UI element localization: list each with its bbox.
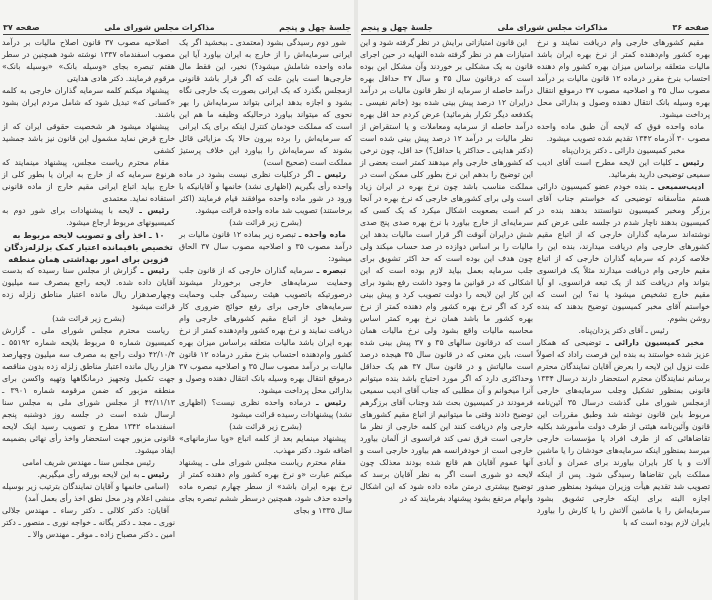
paragraph-text: این قانون امتیازاتی برایش در نظر گرفته شود و این امتیازات هم در نظر گرفته شده النهایه در حین اجرای قانون به یک مشکلی بر خوردند وآن مشکل این بوده است که درقانون سال ۳۵ و سال ۳۷ حداقل بهره درآمد حاصله از سرمایه از نظر قانون مالیات بر درآمد درایران ۱۲ درصد پیش بینی شده بود (خانم نفیسی ـ یکدفعه دیگر تکرار بفرمائید) عرض کردم حد اقل بهره درآمد حاصله از سرمایه ومعاملات و یا استقراض از نظر مالیات بر درآمد ۱۲ درصد پیش بینی شده است (دکتر هدایتی ـ حداکثر یا حداقل؟) حد اقل، چون نرخی که کشورهای خارجی وام میدهند کمتر است بعضی از این توضیح را بدهم این نرخ بطور کلی ممکن است در مملکت مناسب باشد چون نرخ بهره در ایران زیاد است ولی برای کشورهای خارجی که نرخ بهره در آنجا کم است بصعوبت اشکال میکرد که یک کسی که سرمایه‌ای از خارج بیاورد با نرخ بهره صدی پنج صدی شش درایران آنوقت اگر قرار است مالیات بدهد این مالیات را بر اساس دوازده در صد حساب میکند ولی چون هدف این بوده است که حد اکثر تشویق برای جلب سرمایه بعمل بیاید لازم بوده است که این اشکالی که در قوانین ما وجود داشت رفع بشود برای این کار این لایحه را دولت تصویب کرد و پیش بینی کرد که اگر نرخ بهره کشور وام دهنده کمتر از نرخ بهره کشور ما باشد همان نرخ بهره کمتر اساس محاسبه مالیات واقع بشود ولی نرخ مالیات همان است که درقانون سالهای ۳۵ و ۳۷ پیش بینی شده است، باین معنی که در قانون سال ۳۵ هیجده درصد است مالیاتش و در قانون سال ۳۷ هم یک حداقل وحداکثری دارد که اگر مورد احتیاج باشد بنده میتوانم آنرا میخوانم و آن مطلبی که جناب آقای ادیب سمیعی فرمودند در کمیسیون بحث شد وجناب آقای برزگرهم توضیح دادند وقتی ما میتوانیم از اتباع مقیم کشورهای خارجی وام دریافت کنند این کلمه خارجی از نظر ما خارجی است فرق نمی کند فرانسوی از آلمان بیاورد خارجی است از خودفرانسه هم بیاورد خارجی است و آنها عموم آقایان هم قانع شده بودند معذلک چون لایحه دو شوری است اگر به نظر آقایان برسد که توضیح بیشتری درمتن ماده داده شود که این اشکال وابهام مرتفع بشود پیشنهاد بفرمایند که در: [360, 38, 533, 503]
page-37: [0, 0, 354, 600]
paragraph: [179, 265, 352, 397]
paragraph-text: ریاست محترم مجلس شورای ملی ـ گزارش کمیسیون شماره ۵ مربوط بلایحه شماره ۵۵۱۹۲ ـ ۴۲/۱۰/۴ دولت راجع به مصرف سه میلیون وچهارصد هزار ریال مانده اعتبار مناطق زلزله زده بدون مناقصه جهت تکمیل وتجهیز درمانگاهها وتهیه واکسن برای منطقه مزبور که ضمن مرقومه شماره ۳۹۰۱ ـ ۴۲/۱۱/۱۳ از مجلس شورای ملی به مجلس سنا ارسال شده است در جلسه روز دوشنبه پنجم اسفندماه ۱۳۴۲ مطرح و تصویب رسید اینک لایحه قانونی مزبور جهت استحضار واخذ رأی نهائی بضمیمه ایفاد میشود.: [2, 326, 176, 455]
paragraph: [2, 505, 175, 541]
section-heading: [2, 229, 175, 265]
paragraph: [2, 157, 175, 205]
paragraph-text: اگر درکلیات نظری نیست بشود در ماده واحده رأی بگیریم (اظهاری نشد) خانمها و آقایانیکه با ورود در شور ماده واحده موافقند قیام فرمایند (اکثر برخاستند) تصویب شد ماده واحده قرائت میشود.: [179, 170, 352, 215]
speaker-name: رئیس ـ: [675, 158, 705, 167]
paragraph: [2, 481, 175, 505]
paragraph-text: درماده واحده نظری نیست؟ (اظهاری نشد) پیشنهادات رسیده قرائت میشود: [179, 398, 352, 419]
paragraph: [537, 121, 710, 145]
paragraph: [179, 229, 352, 265]
centered-line: [179, 421, 352, 433]
speaker-name: رئیس ـ: [140, 266, 170, 275]
paragraph: [2, 325, 175, 457]
paragraph: [179, 397, 352, 421]
paragraph-text: پیشنهاد میکنم کلمه سرمایه گذاران خارجی به کلمه «کسانی که» تبدیل شود که شامل مردم ایران بشود باشند.: [2, 86, 175, 119]
centered-line: [537, 145, 710, 157]
centered-line: [2, 457, 175, 469]
paragraph: [537, 157, 710, 181]
paragraph: [2, 205, 175, 229]
session-title: جلسهٔ چهل و پنجم: [279, 23, 351, 32]
centered-line: [179, 217, 352, 229]
paragraph: [179, 457, 352, 517]
paragraph-text: سرمایه گذاران خارجی که از قانون جلب وحمایت سرمایه‌های خارجی برخوردار میشوند درصورتیکه باتصویب هیئت رسیدگی جلب وحمایت سرمایه‌های خارجی برای رفع حوائج ضروری کار وشغل خود از اتباع مقیم کشورهای خارجی وام دریافت نمایند و نرخ بهره کشور وام‌دهنده کمتر از نرخ بهره ایران باشد مالیات متعلقه براساس میزان بهره کشور وام‌دهنده احتساب بنرخ مقرر درماده ۱۲ قانون مالیات بر درآمد مصوب سال ۳۵ و اصلاحیه مصوب ۳۷ درموقع انتقال بهره وسیله بانک انتقال دهنده وصول و بدارائی محل پرداخت میشود.: [179, 266, 352, 395]
paragraph: [537, 337, 710, 529]
page-header: [3, 22, 351, 35]
paragraph-text: مخبر کمیسیون دارائی ـ دکتر یزدان‌پناه: [561, 146, 686, 155]
paragraph-text: رئیس مجلس سنا ـ مهندس شریف امامی: [22, 458, 155, 467]
paragraph: [2, 37, 175, 85]
paragraph: [179, 169, 352, 217]
paragraph-text: ۱۰ ـ اخذ رأی و تصویب لایحه مربوط به تخصیص باقیمانده اعتبار کمک بزلزله‌زدگان قزوین برای امور بهداشتی همان منطقه: [4, 230, 173, 264]
centered-line: [537, 325, 710, 337]
paragraph-text: مقیم کشورهای خارجی وام دریافت نمایند و نرخ بهره کشور وام‌دهنده کمتر از نرخ بهره ایران باشد مالیات متعلقه براساس میزان بهره کشور وام دهنده احتساب بنرخ مقرر درماده ۱۲ قانون مالیات بر درآمد مصوب سال ۳۵ و اصلاحیه مصوب ۳۷ درموقع انتقال بهره وسیله بانک انتقال دهنده وصول و بدارائی محل پرداخت میشود.: [537, 38, 710, 119]
page-number: صفحه ۳۷: [3, 23, 40, 32]
speaker-name: رئیس ـ: [139, 206, 169, 215]
paragraph-text: اصلاحیه مصوب ۳۷ قانون اصلاح مالیات بر درآمد مصوب اسفندماه ۱۳۳۷ نوشته شود همچنین در سطر هفتم تبصره بجای «وسیله بانک» «بوسیله بانک» مرقوم فرمایند. دکتر هادی هدایتی: [2, 38, 175, 83]
text-column-2: [360, 37, 533, 505]
paragraph-text: به این لایحه بورقه رأی میگیریم.: [37, 470, 140, 479]
session-title: جلسهٔ چهل و پنجم: [361, 23, 433, 32]
paragraph-text: توضیحی که همکار عزیز شده خواستند به بنده این فرصت راداد که اصولاً علت نزول این لایحه را بعرض آقایان نمایندگان محترم برسانم نمایندگان محترم استحضار دارند درسال ۱۳۳۴ قانونی بمنظور تشکیل وجلب سرمایه‌های خارجی ازمجلس شورای ملی گذشت درسال ۳۵ آئین‌نامه مربوط باین قانون نوشته شد وطبق مقررات این قانون وآئین‌نامه هیئتی از طرف دولت مأمورشد بکلیه تقاضاهائی که از طرف افراد یا مؤسسات خارجی میرسد بمنظور اینکه سرمایه‌های خودشان را یا ماشین آلات و یا کار بایران بیاورند برای عمران و آبادی مملکت باین تقاضاها رسیدگی شود. پس از اینکه تصویب شد تقدیم هیأت وزیران میشود بمنظور صدور اجازه البته برای اینکه خارجی تشویق بشود سرمایه‌اش را یا ماشین آلاتش را یا کارش را بیاورد بایران لازم بوده است که با: [537, 338, 710, 527]
text-column-1: [179, 37, 352, 517]
paragraph-text: شور دوم رسیدگی بشود (معتمدی ـ ببخشید اگر یک ایرانی سرمایه‌اش را از خارج به ایران بیاورد آیا این ماده واحده شاملش میشود؟) نخیر، این فقط مال خارجی‌ها است باین علت که اگر قرار باشد قانونی ازمجلس بگذرد که یک ایرانی بصورت یک خارجی نگاه بشود و اجازه بدهد ایرانی بتواند سرمایه‌اش را بهر نحوی که میتواند بیاورد درحالیکه وظیفه ما هم این است که مملکت خودمان کنترل اینکه برای یک ایرانی که سرمایه‌اش را برده بیرون حالا یک مزایائی قائل بشوند که سرمایه‌اش را بیاورد این خلاف پرستیژ مملکت است (صحیح است): [179, 38, 352, 167]
paragraph: [2, 265, 175, 313]
speaker-name: رئیس ـ: [316, 398, 347, 407]
text-column-1: [537, 37, 710, 529]
paragraph: [179, 37, 352, 169]
speaker-name: ادیب‌سمیعی ـ: [651, 182, 704, 191]
paragraph: [537, 37, 710, 121]
speaker-name: ماده واحده ـ: [298, 230, 346, 239]
paragraph-text: بنده خودم عضو کمیسیون دارائی هستم متأسفانه توضیحی که خواستم جناب آقای برزگر ومخبر کمیسیون نتوانستند بدهند بنده در کمیسیون بدهند ناچار شدم در جلسه علنی عرض کنم نوشته‌اند سرمایه گذاران خارجی که از اتباع مقیم کشورهای خارجی وام دریافت میدارند، بنده این را خلاصه کردم که سرمایه گذاران خارجی که از اتباع مقیم خارجی وام دریافت میدارند مثلاً یک فرانسوی بتواند وام دریافت کند از یک تبعه فرانسوی، او آیا مقیم خارج تشخیص میشود یا نه؟ این است که خواستم آقای مخبر کمیسیون توضیح بدهند که بنده روشن بشوم.: [537, 182, 710, 323]
paragraph-text: پیشنهاد مینمایم بعد از کلمه اتباع «ویا سازمانهای» اضافه شود. دکتر مهذب.: [179, 434, 352, 455]
paragraph: [2, 469, 175, 481]
running-title: مذاکرات مجلس شورای ملی: [104, 23, 215, 32]
running-title: مذاکرات مجلس شورای ملی: [497, 23, 608, 32]
speaker-name: مخبر کمیسیون دارائی ـ: [606, 338, 704, 347]
paragraph: [537, 181, 710, 325]
paragraph-text: ماده واحده فوق که لایحه آن طبق ماده واحده مصوب ۳۰ آذرماه ۱۳۴۲ تقدیم شده تصویب میشود.: [537, 122, 710, 143]
speaker-name: رئیس ـ: [317, 170, 346, 179]
paragraph: [2, 121, 175, 157]
paragraph: [2, 85, 175, 121]
paragraph-text: مقام محترم ریاست مجلس، پیشنهاد مینمایند که هرنوع سرمایه که از خارج به ایران یا بطور کلی از خارج بیاید اتباع ایرانی مقیم خارج از ماده قانونی استفاده نماید. معتمدی: [2, 158, 175, 203]
paragraph-text: (بشرح زیر قرائت شد): [52, 314, 125, 323]
speaker-name: تبصره ـ: [316, 266, 346, 275]
text-column-2: [2, 37, 175, 541]
paragraph-text: کلیات این لایحه مطرح است آقای ادیب سمیعی توضیحی دارید بفرمائید.: [537, 158, 710, 179]
paragraph-text: مقام محترم ریاست مجلس شورای ملی ـ پیشنهاد میکنم عبارت «و نرخ بهره کشور وام دهنده کمتر از نرخ بهره ایران باشد» از سطر چهارم تبصره ماده واحده حذف شود، همچنین درسطر ششم تبصره بجای سال ۱۳۳۵ و بجای: [179, 458, 352, 515]
paragraph-text: لایحه با پیشنهادات برای شور دوم به کمیسیونهای مربوط ارجاع میشود.: [2, 206, 175, 227]
speaker-name: رئیس ـ: [142, 470, 169, 479]
paragraph-text: گزارش از مجلس سنا رسیده که بدست آقایان داده شده. لایحه راجع بمصرف سه میلیون وچهارصدهزار ریال مانده اعتبار مناطق زلزله زده قرائت میشود: [2, 266, 175, 311]
paragraph-text: پیشنهاد میشود هر شخصیت حقوقی ایران که از خارج قرض نماید مشمول این قانون نیز باشد جمشید کشفی: [2, 122, 175, 155]
paragraph-text: تبصره زیر بماده ۱۲ قانون مالیات بر درآمد مصوب ۳۵ و اصلاحیه مصوب سال ۳۷ الحاق میشود:: [179, 230, 353, 263]
page-header: [361, 22, 709, 35]
paragraph-text: رئیس ـ آقای دکتر یزدان‌پناه.: [578, 326, 669, 335]
paragraph: [360, 37, 533, 505]
paragraph-text: (اسامی خانمها و آقایان نمایندگان بترتیب زیر بوسیله منشی اعلام ودر محل نطق اخذ رأی بعمل آمد): [2, 482, 175, 503]
centered-line: [2, 313, 175, 325]
page-36: [358, 0, 712, 600]
page-number: صفحه ۳۶: [672, 23, 709, 32]
paragraph-text: آقایان: دکتر کلالی ـ دکتر رساء ـ مهندس جلالی نوری ـ مجد ـ دکتر یگانه ـ خواجه نوری ـ منصور ـ دکتر امین ـ دکتر مصباح زاده ـ موقر ـ مهندس والا ـ: [2, 506, 175, 539]
paragraph-text: (بشرح زیر قرائت شد): [229, 218, 302, 227]
paragraph-text: (بشرح زیر قرائت شد): [229, 422, 302, 431]
paragraph: [179, 433, 352, 457]
